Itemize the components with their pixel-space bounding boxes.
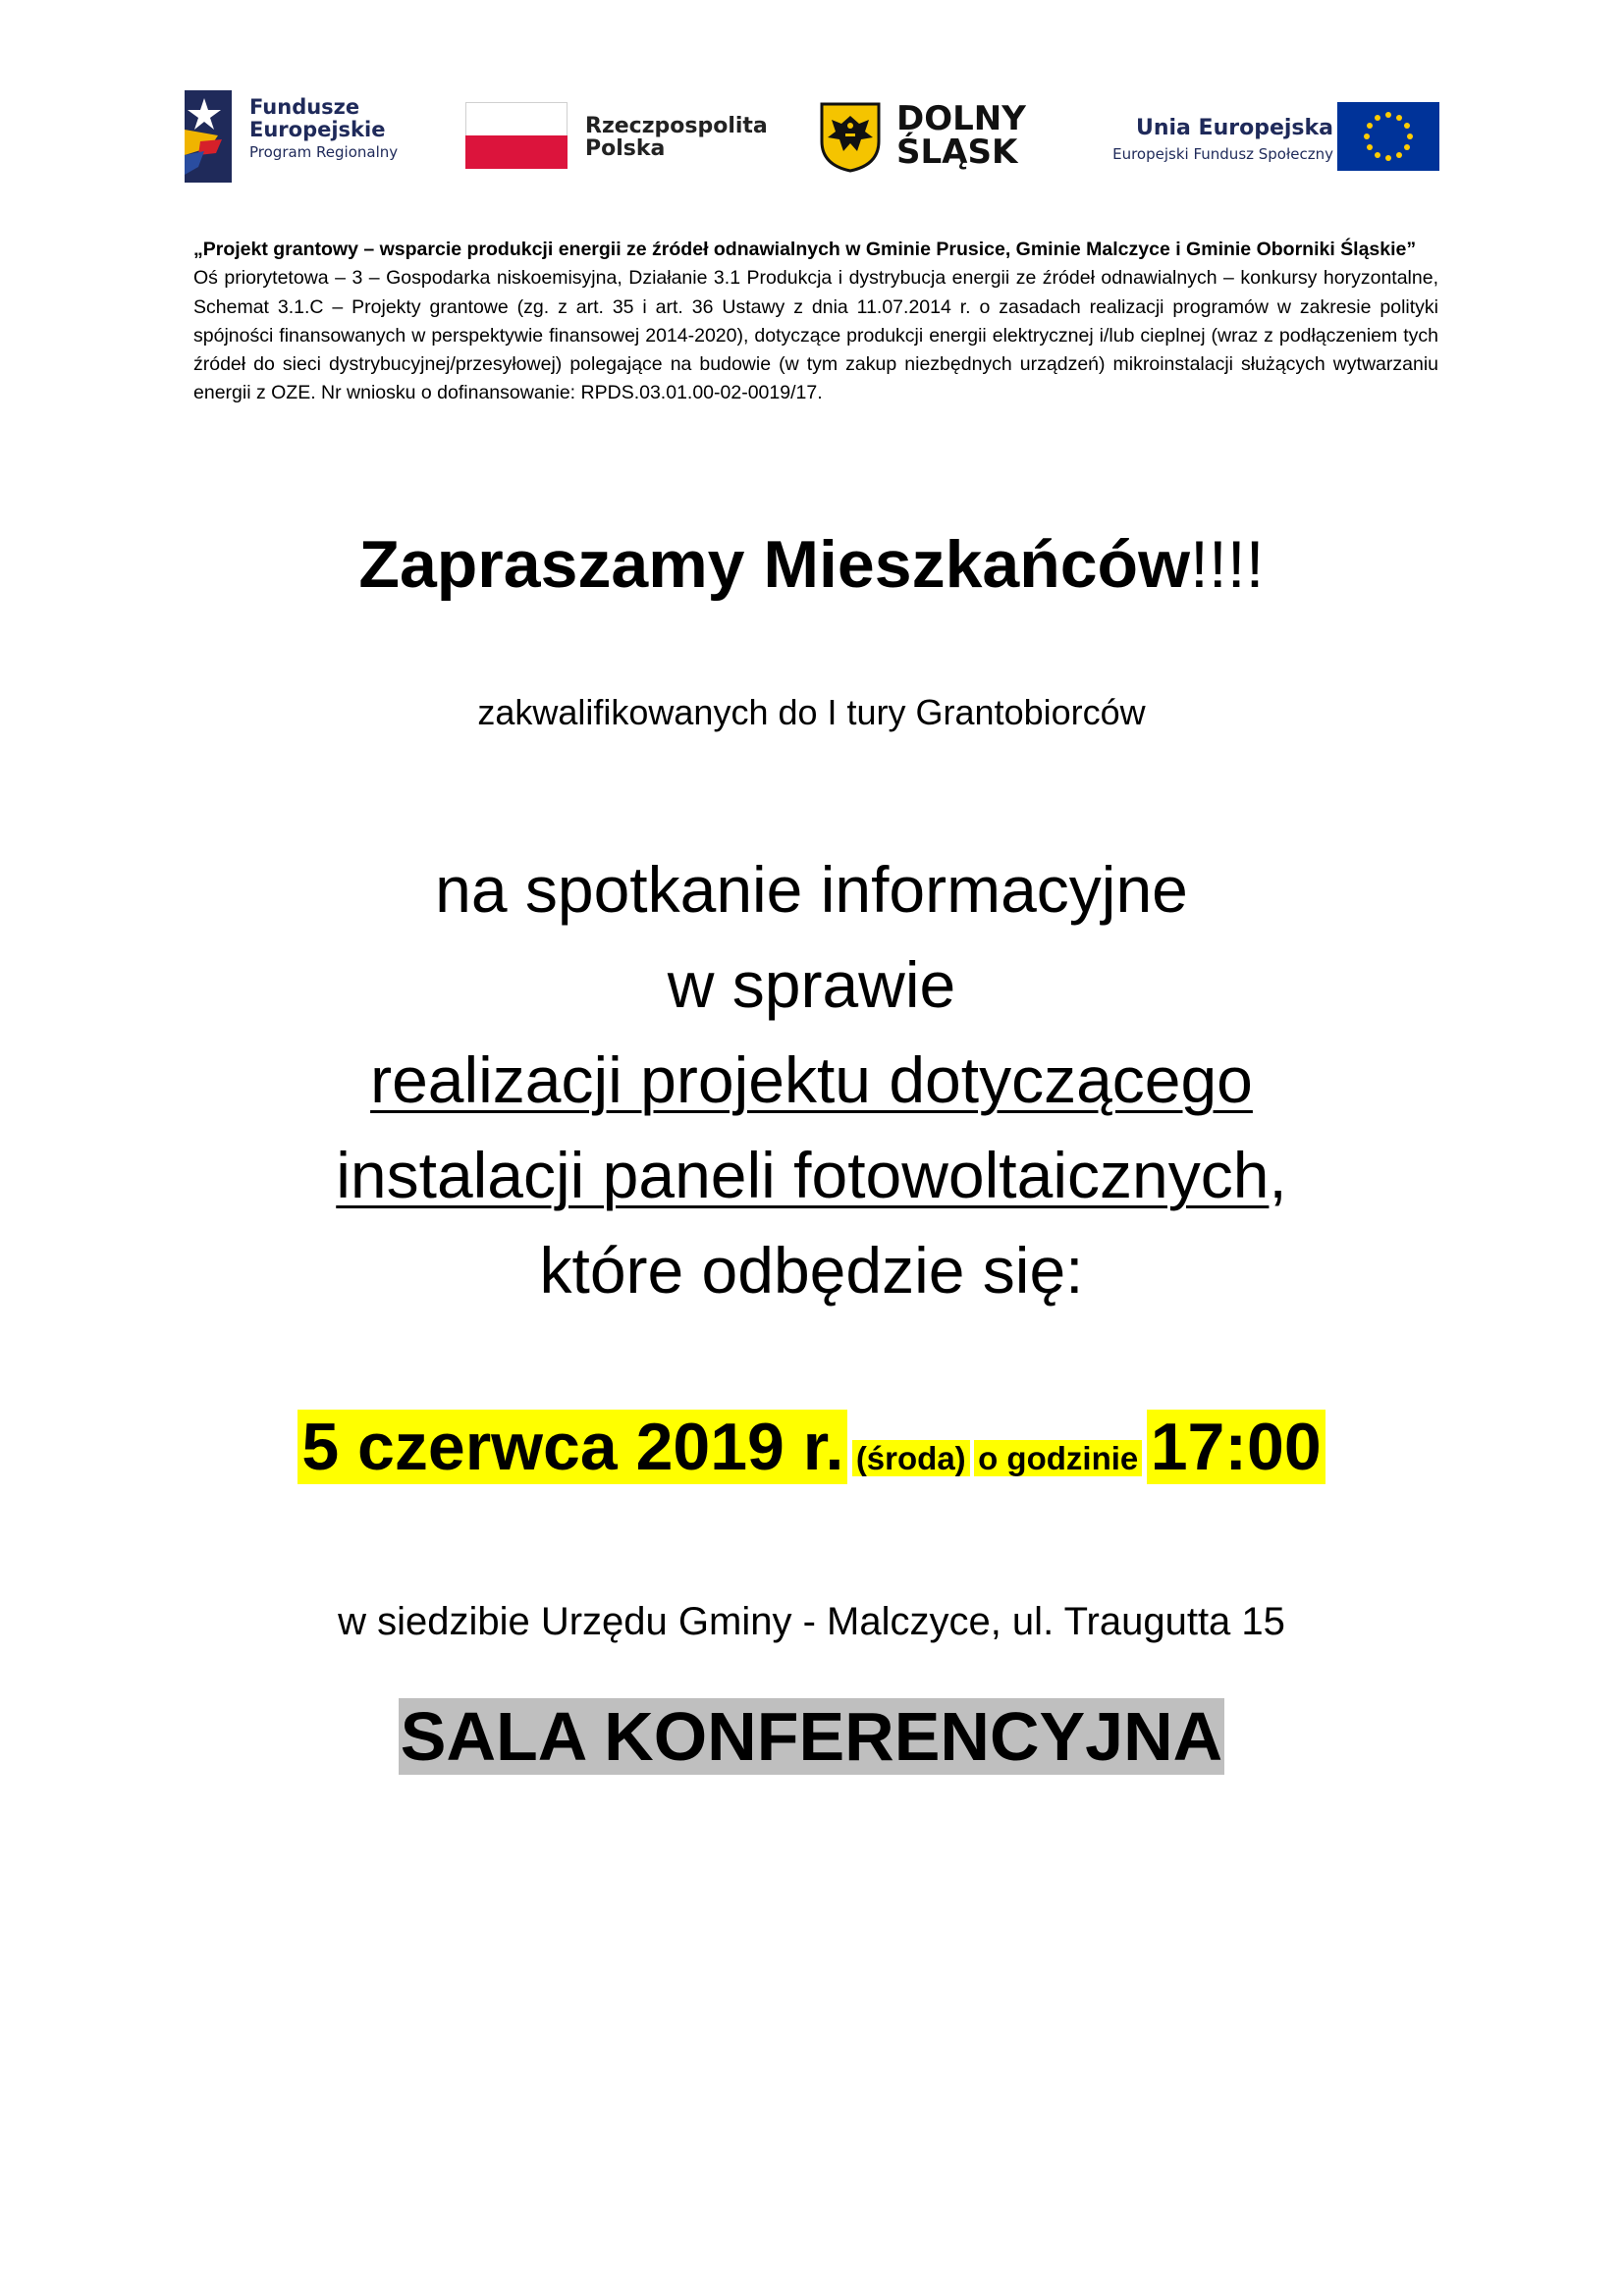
- qualified-subheading: zakwalifikowanych do I tury Grantobiorców: [477, 692, 1146, 732]
- meeting-line3: realizacji projektu dotyczącego: [370, 1043, 1253, 1116]
- meeting-line5: które odbędzie się:: [539, 1234, 1084, 1307]
- project-body: Oś priorytetowa – 3 – Gospodarka niskoemisyjna, Działanie 3.1 Produkcja i dystrybucja energii ze źródeł odnawialnych – konkursy horyzontalne, Schemat 3.1.C – Projekty grantowe (zg. z art. 35 i art. 36 Ustawy z dnia 11.07.2014 r. o zasadach realizacji programów w zakresie polityki spójności finansowanych w perspektywie finansowej 2014-2020), dotyczące produkcji energii elektrycznej i/lub cieplnej (wraz z podłączeniem tych źródeł do sieci dystrybucyjnej/przesyłowej) polegające na budowie (w tym zakup niezbędnych urządzeń) mikroinstalacji służących wytwarzaniu energii z OZE. Nr wniosku o dofinansowanie: RPDS.03.01.00-02-0019/17.: [193, 267, 1438, 404]
- logo-bar: [0, 0, 1623, 196]
- ue-line1: Unia Europejska: [1135, 116, 1333, 140]
- fundusze-europejskie-logo: [185, 90, 420, 183]
- ds-line2: ŚLĄSK: [896, 133, 1018, 172]
- invitation-heading: [0, 526, 1623, 603]
- project-title: „Projekt grantowy – wsparcie produkcji energii ze źródeł odnawialnych w Gminie Prusice, Gminie Malczyce i Gminie Oborniki Śląskie”: [193, 239, 1417, 260]
- event-room: [0, 1697, 1623, 1776]
- event-date: 5 czerwca 2019 r.: [298, 1410, 847, 1484]
- meeting-line1: na spotkanie informacyjne: [435, 853, 1188, 926]
- project-description: [193, 236, 1438, 408]
- meeting-description: [0, 842, 1623, 1318]
- meeting-line2: w sprawie: [667, 948, 956, 1021]
- polish-flag-icon: [465, 102, 568, 169]
- meeting-line4-suffix: ,: [1269, 1139, 1287, 1211]
- rp-line1: Rzeczpospolita: [585, 114, 768, 138]
- event-weekday: (środa): [852, 1440, 970, 1476]
- dolny-slask-logo: [820, 99, 1046, 173]
- event-address: w siedzibie Urzędu Gminy - Malczyce, ul. Traugutta 15: [338, 1600, 1285, 1643]
- unia-europejska-logo: [1090, 102, 1439, 173]
- room-label: SALA KONFERENCYJNA: [400, 1698, 1223, 1775]
- ue-line2: Europejski Fundusz Społeczny: [1112, 145, 1333, 163]
- dolny-slask-coat-of-arms-icon: [820, 102, 881, 173]
- event-time: 17:00: [1147, 1410, 1325, 1484]
- eu-flag-icon: [1337, 102, 1439, 171]
- fe-line2: Europejskie: [249, 117, 386, 141]
- rzeczpospolita-polska-logo: [465, 102, 780, 173]
- rp-line2: Polska: [585, 136, 666, 162]
- fundusze-europejskie-emblem: [185, 90, 234, 183]
- fe-line1: Fundusze: [249, 95, 360, 119]
- fe-line3: Program Regionalny: [249, 143, 399, 162]
- event-date-time: [0, 1409, 1623, 1485]
- invitation-exclaim: !!!!: [1190, 527, 1265, 602]
- ds-line1: DOLNY: [896, 99, 1026, 138]
- invitation-bold: Zapraszamy Mieszkańców: [358, 527, 1190, 602]
- event-at-label: o godzinie: [974, 1440, 1142, 1476]
- meeting-line4: instalacji paneli fotowoltaicznych: [336, 1139, 1270, 1211]
